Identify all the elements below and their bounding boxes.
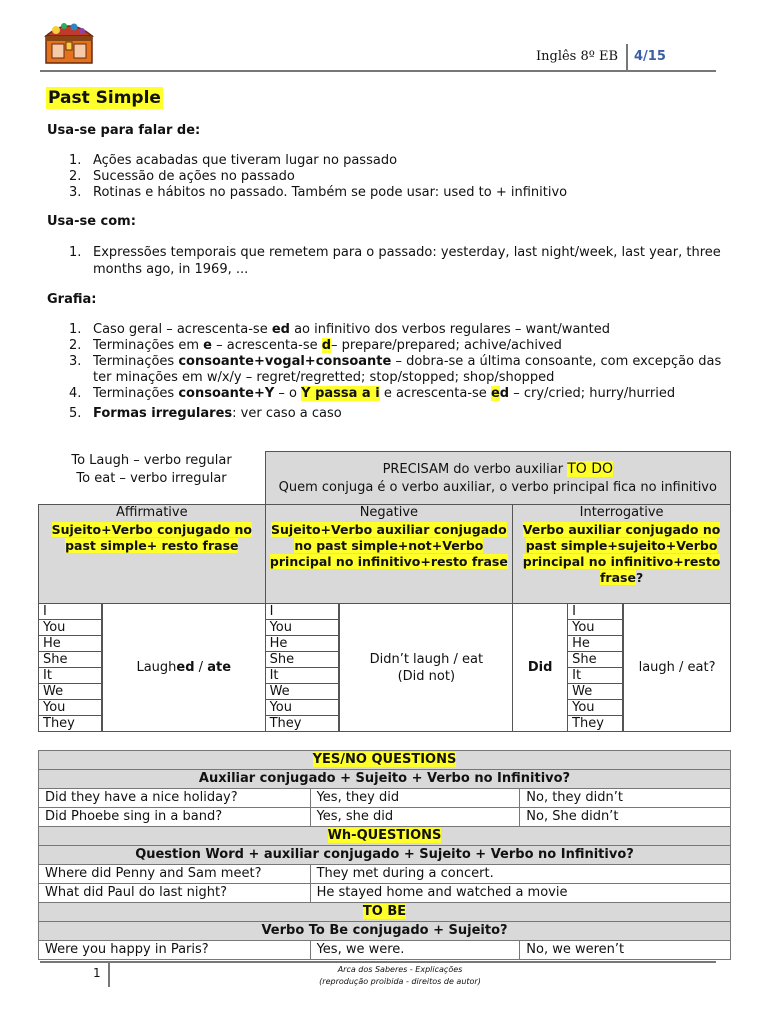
auxiliary-note: PRECISAM do verbo auxiliar TO DO Quem conjuga é o verbo auxiliar, o verbo principal fica no infinitivo (265, 452, 730, 505)
wh-title: Wh-QUESTIONS (39, 827, 731, 846)
list-item: 1. Expressões temporais que remetem para o passado: yesterday, last night/week, last year, three months ago, in 1969, ... (69, 245, 721, 277)
to-be-rule: Verbo To Be conjugado + Sujeito? (39, 922, 731, 941)
affirmative-header: Affirmative Sujeito+Verbo conjugado no past simple+ resto frase (39, 505, 266, 604)
list-item: 3. Rotinas e hábitos no passado. Também se pode usar: used to + infinitivo (69, 185, 568, 200)
yes-no-title: YES/NO QUESTIONS (39, 751, 731, 770)
list-item: 5. Formas irregulares: ver caso a caso (69, 406, 342, 421)
grammar-table (38, 451, 731, 732)
list-item: 3. Terminações consoante+vogal+consoante – dobra-se a última consoante, com excepção das ter minações em w/x/y – regret/regretted; stop/stopped; shop/shopped (69, 354, 722, 385)
negative-pronouns: I You He She It We You They (265, 604, 340, 732)
table-row: Were you happy in Paris? Yes, we were. No, we weren’t (39, 941, 731, 960)
spelling-list (47, 322, 733, 422)
affirmative-pronouns: I You He She It We You They (39, 604, 103, 732)
negative-header: Negative Sujeito+Verbo auxiliar conjugado no past simple+not+Verbo principal no infinitivo+resto frase (265, 505, 513, 604)
table-row: Did they have a nice holiday? Yes, they did No, they didn’t (39, 789, 731, 808)
to-be-title: TO BE (39, 903, 731, 922)
table-row: Where did Penny and Sam meet? They met during a concert. (39, 865, 731, 884)
affirmative-form: Laughed / ate (102, 604, 265, 732)
interrogative-auxiliary: Did (513, 604, 568, 732)
header-separator (626, 44, 628, 72)
list-item: 1. Caso geral – acrescenta-se ed ao infinitivo dos verbos regulares – want/wanted (69, 322, 610, 337)
footer-page-number: 1 (93, 966, 101, 980)
page-title: Past Simple (48, 88, 161, 108)
treasure-chest-logo (42, 16, 96, 66)
with-list (47, 244, 723, 278)
negative-form: Didn’t laugh / eat (Did not) (340, 604, 513, 732)
header-rule (40, 70, 716, 72)
spelling-heading: Grafia: (47, 292, 97, 307)
interrogative-header: Interrogative Verbo auxiliar conjugado no past simple+sujeito+Verbo principal no infinitivo+resto frase? (513, 505, 731, 604)
table-row: Did Phoebe sing in a band? Yes, she did No, She didn’t (39, 808, 731, 827)
wh-rule: Question Word + auxiliar conjugado + Sujeito + Verbo no Infinitivo? (39, 846, 731, 865)
list-item: 2. Sucessão de ações no passado (69, 169, 295, 184)
with-heading: Usa-se com: (47, 214, 136, 229)
usage-heading: Usa-se para falar de: (47, 123, 201, 138)
usage-list (47, 153, 768, 201)
interrogative-form: laugh / eat? (624, 604, 731, 732)
table-row: What did Paul do last night? He stayed home and watched a movie (39, 884, 731, 903)
yes-no-rule: Auxiliar conjugado + Sujeito + Verbo no Infinitivo? (39, 770, 731, 789)
questions-table (38, 750, 731, 960)
header-subject: Inglês 8º EB (536, 49, 619, 64)
interrogative-pronouns: I You He She It We You They (568, 604, 624, 732)
footer-separator (108, 963, 110, 987)
header-page-number: 4/15 (634, 49, 666, 64)
list-item: 4. Terminações consoante+Y – o Y passa a i e acrescenta-se ed – cry/cried; hurry/hurried (69, 386, 676, 401)
footer-text: Arca dos Saberes - Explicações (reprodução proibida - direitos de autor) (319, 965, 481, 986)
footer-rule (40, 961, 716, 963)
verb-examples: To Laugh – verbo regular To eat – verbo irregular (71, 452, 232, 486)
list-item: 1. Ações acabadas que tiveram lugar no passado (69, 153, 398, 168)
list-item: 2. Terminações em e – acrescenta-se d– prepare/prepared; achive/achived (69, 338, 562, 353)
